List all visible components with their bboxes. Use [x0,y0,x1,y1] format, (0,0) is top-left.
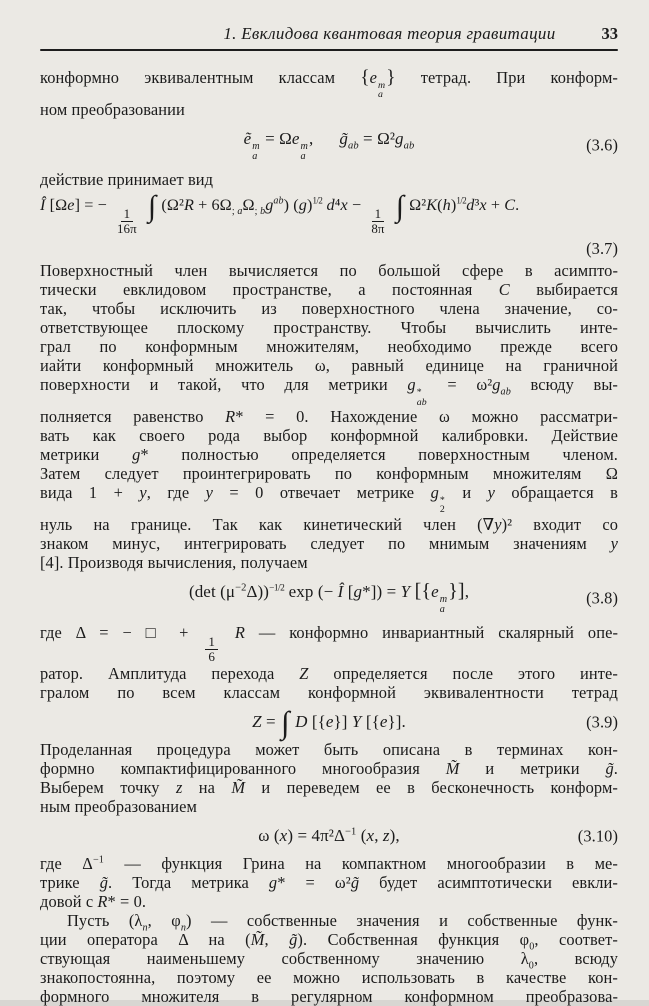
equation-number: (3.6) [586,135,618,155]
text-line: ратор. Амплитуда перехода Z определяется после этого инте- [40,664,618,684]
equation-number: (3.9) [586,712,618,732]
text-line: ным преобразованием [40,797,197,817]
text-line: ствующая наименьшему собственному значению $\lambda_0$, всюду [40,949,618,972]
equation-formula: (det $(\mu^{-2}\Delta))^{-1/2}$ exp (− Î [g*]) = Y [{e m a }], [188,579,470,615]
paragraph-eigenvalues [40,911,618,1006]
header-rule [40,49,618,51]
text-line: знаком минус, интегрировать следует по мнимым значениям y [40,533,618,553]
text-line: ответствующее плоскому пространству. Чтобы вычислить инте- [40,318,618,338]
equation-formula: ω $(x) = 4\pi^2\Delta^{-1}$ (x, z), [258,826,400,846]
paragraph-surface-term [40,261,618,572]
text-line: формно компактифицированного многообразия M̃ и метрики g̃. [40,759,618,779]
equation-number: (3.8) [586,588,618,608]
text-line: Проделанная процедура может быть описана в терминах кон- [40,740,618,760]
text-line: грал по конформным множителям, необходимо прежде всего [40,337,618,357]
text-line: ном преобразовании [40,99,185,119]
equation [40,189,618,259]
text-line: трике g̃. Тогда метрика g* = ω²g̃ будет асимптотически евкли- [40,873,618,893]
equation-formula: Î [Ωe] = − $\frac{1}{16\pi}$ ∫ $(\Omega^2R + 6\Omega_{; a}\Omega_{; b}g^{ab})$ $(g)^{1/2}$ d⁴x − $\frac{1}{8\pi}$ ∫ $\Omega^2K(h)^{1/2}d^3x + C$. [40,189,520,236]
text-line: ции оператора Δ на (M̃, g̃). Собственная функция $\varphi_0$, соответ- [40,930,618,953]
text-line: довой с R* = 0. [40,892,147,912]
text-line: Пусть ($\lambda_n$, $\varphi_n$) — собственные значения и собственные функ- [67,911,618,934]
paragraph-procedure [40,740,618,816]
text-line: метрики g* полностью определяется поверхностным членом. [40,444,618,464]
equation-formula: ẽ m a = Ωe m a , $g̃_{ab} = \Omega^2g_{ab}$ [243,128,415,162]
text-line: вать как своего рода выбор конформной калибровки. Действие [40,425,618,445]
text-line: нуль на границе. Так как кинетический член (∇y)² входит со [40,514,619,534]
page-number: 33 [601,24,618,43]
equation-formula: Z = ∫ D [{e}] Y [{e}]. [252,705,406,741]
paragraph-operator [40,623,618,702]
text-line: полняется равенство R* = 0. Нахождение ω можно рассматри- [40,406,618,426]
text-line: Выберем точку z на M̃ и переведем ее в бесконечность конформ- [40,778,618,798]
text-line: иайти конформный множитель ω, равный единице на граничной [40,356,618,376]
text-line: [4]. Производя вычисления, получаем [40,552,308,572]
paragraph-action-intro [40,170,618,189]
equation [40,705,618,741]
equation [40,826,618,845]
text-line: действие принимает вид [40,170,214,190]
text-line: формного множителя в регулярном конформном преобразова- [40,987,618,1006]
text-line: знакопостоянна, поэтому ее можно использовать в качестве кон- [40,968,618,988]
text-line: вида 1 + y, где y = 0 отвечает метрике g * 2 и y обращается в [40,482,618,516]
paragraph-green-function [40,854,618,911]
text-line: конформно эквивалентным классам {e m a } тетрад. При конформ- [40,67,618,101]
text-line: где Δ = − □ + $\frac{1}{6}$ R — конформно инвариантный скалярный опе- [40,623,618,664]
equation [40,129,618,162]
text-line: гралом по всем классам конформной эквивалентности тетрад [40,683,618,703]
equation [40,579,618,615]
text-line: поверхности и такой, что для метрики g * ab = $\omega^2g_{ab}$ всюду вы- [40,375,618,408]
text-line: где $\Delta^{-1}$ — функция Грина на компактном многообразии в ме- [40,854,618,874]
text-line: так, чтобы исключить из поверхностного члена значение, со- [40,299,618,319]
chapter-title: 1. Евклидова квантовая теория гравитации [223,24,556,43]
text-line: тически евклидовом пространстве, а постоянная C выбирается [40,280,619,300]
running-header [40,24,618,44]
paragraph-conformal-classes [40,68,618,119]
page-body [40,68,618,1006]
equation-number: (3.7) [586,239,618,259]
equation-number: (3.10) [577,826,618,846]
text-line: Затем следует проинтегрировать по конформным множителям Ω [40,463,618,483]
page-content [40,24,618,1006]
text-line: Поверхностный член вычисляется по большой сфере в асимпто- [40,261,618,281]
